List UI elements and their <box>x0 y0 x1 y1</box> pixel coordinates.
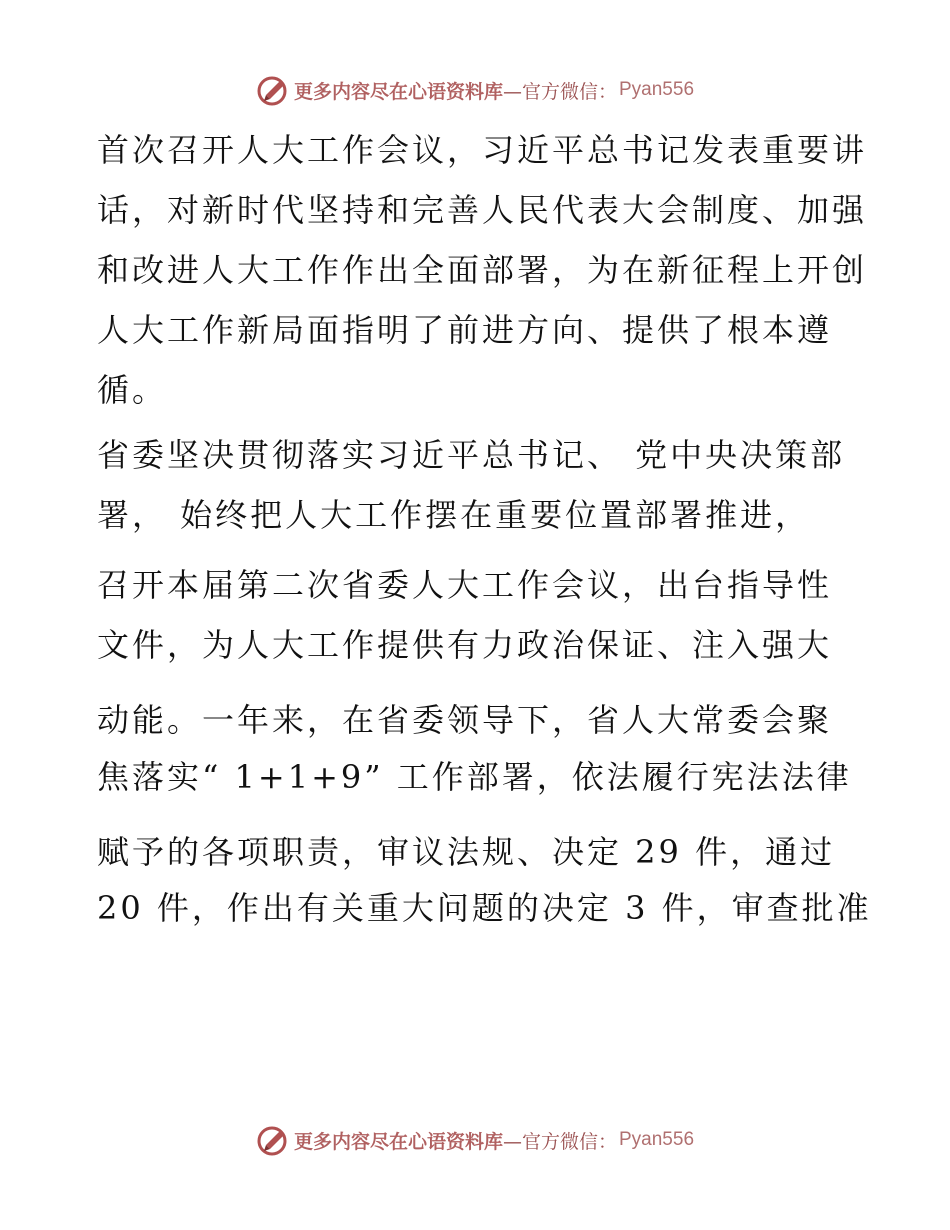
text-line: 循。 <box>97 371 168 409</box>
watermark-title: 更多内容尽在心语资料库 <box>293 1130 503 1153</box>
text-line: 文件，为人大工作提供有力政治保证、注入强大 <box>97 626 833 664</box>
watermark-wechat-id: Pyan556 <box>619 79 695 100</box>
text-line: 话，对新时代坚持和完善人民代表大会制度、加强 <box>97 191 868 229</box>
watermark-separator: —官方微信： <box>502 1130 617 1153</box>
watermark-separator: —官方微信： <box>502 80 617 103</box>
watermark-wechat-id: Pyan556 <box>619 1129 695 1150</box>
text-line: 首次召开人大工作会议，习近平总书记发表重要讲 <box>97 131 868 169</box>
text-line: 20 件，作出有关重大问题的决定 3 件，审查批准 <box>97 889 872 927</box>
pen-logo-icon <box>256 1123 290 1157</box>
watermark-title: 更多内容尽在心语资料库 <box>293 80 503 103</box>
text-line: 赋予的各项职责，审议法规、决定 29 件，通过 <box>97 833 836 871</box>
text-line: 和改进人大工作作出全面部署，为在新征程上开创 <box>97 251 868 289</box>
text-line: 焦落实“ 1+1+9” 工作部署，依法履行宪法法律 <box>97 758 852 796</box>
text-line: 召开本届第二次省委人大工作会议，出台指导性 <box>97 566 833 604</box>
text-line: 动能。一年来，在省委领导下，省人大常委会聚 <box>97 701 833 739</box>
text-line: 署， 始终把人大工作摆在重要位置部署推进， <box>97 496 811 534</box>
header-watermark <box>0 70 950 110</box>
pen-logo-icon <box>256 73 290 107</box>
text-line: 人大工作新局面指明了前进方向、提供了根本遵 <box>97 311 833 349</box>
text-line: 省委坚决贯彻落实习近平总书记、 党中央决策部 <box>97 436 846 474</box>
footer-watermark <box>0 1120 950 1160</box>
